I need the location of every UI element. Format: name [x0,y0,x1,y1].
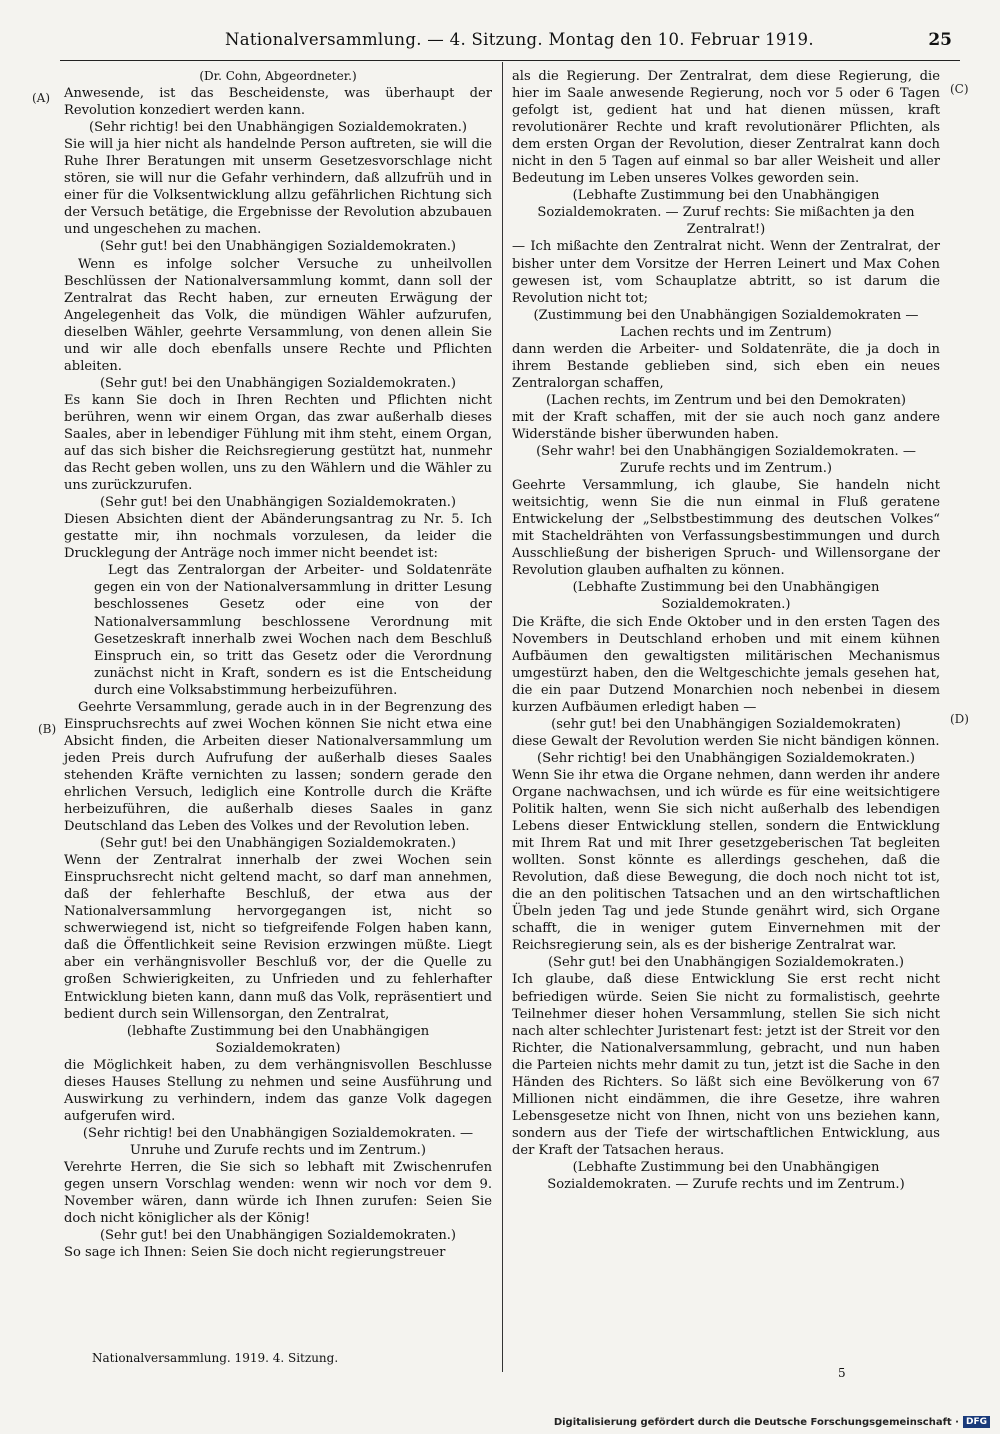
interjection: (Sehr gut! bei den Unabhängigen Sozialdemokraten.) [99,375,457,391]
interjection: (Sehr gut! bei den Unabhängigen Sozialdemokraten.) [99,495,457,511]
interjection: (lebhafte Zustimmung bei den Unabhängigen Sozialdemokraten) [126,1023,430,1056]
column-divider [502,62,503,1372]
speech-paragraph: Anwesende, ist das Bescheidenste, was überhaupt der Revolution konzediert werden kann. [64,86,492,119]
interjection: (Sehr gut! bei den Unabhängigen Sozialdemokraten.) [547,955,905,971]
speech-paragraph: Ich glaube, daß diese Entwicklung Sie erst recht nicht befriedigen würde. Seien Sie nicht zu formalistisch, geehrte Teilnehmer dieser hohen Versammlung, stellen Sie sich nicht nach alter schlechter Juristenart fest: jetzt ist der Streit vor den Richter, die Nationalversammlung, gebracht, und nun haben die Parteien nichts mehr damit zu tun, jetzt ist die Sache in den Händen des Richters. So läßt sich eine Bevölkerung von 67 Millionen nicht eindämmen, die ihre Gesetze, ihre wahren Lebensgesetze nicht von Ihnen, nicht von uns beziehen kann, sondern aus der Tiefe der wirtschaftlichen Entwicklung, aus der Kraft der Tatsachen heraus. [512,972,940,1158]
dfg-logo: DFG [963,1416,990,1428]
funding-text: Digitalisierung gefördert durch die Deutsche Forschungsgemeinschaft · [553,1416,959,1428]
speech-paragraph: Legt das Zentralorgan der Arbeiter- und Soldatenräte gegen ein von der Nationalversammlung in dritter Lesung beschlossenes Gesetz oder eine von der Nationalversammlung beschlossene Verordnung mit Gesetzeskraft innerhalb zwei Wochen nach dem Beschluß Einspruch ein, so tritt das Gesetz oder die Verordnung zunächst nicht in Kraft, sondern es ist die Entscheidung durch eine Volksabstimmung herbeizuführen. [94,563,492,698]
speech-paragraph: Sie will ja hier nicht als handelnde Person auftreten, sie will die Ruhe Ihrer Beratungen mit unserm Gesetzesvorschlage nicht stören, sie will nur die Gefahr verhindern, daß allzufrüh und in einer für die Volksentwicklung allzu gefährlichen Richtung sich der Versuch betätige, die Ergebnisse der Revolution abzubauen und ungeschehen zu machen. [64,137,492,238]
speech-paragraph: mit der Kraft schaffen, mit der sie auch noch ganz andere Widerstände bisher überwunden haben. [512,409,940,442]
margin-marker-d: (D) [950,712,969,726]
speech-paragraph: Geehrte Versammlung, gerade auch in in der Begrenzung des Einspruchsrechts auf zwei Wochen können Sie nicht etwa eine Absicht finden, die Arbeiten dieser Nationalversammlung um jeden Preis durch Aufrufung der außerhalb dieses Saales stehenden Kräfte vernichten zu lassen; sondern gerade den ehrlichen Versuch, lediglich eine Kontrolle durch die Kräfte herbeizuführen, die außerhalb dieses Saales in ganz Deutschland das Leben des Volkes und der Revolution leben. [64,699,492,835]
interjection: (Dr. Cohn, Abgeordneter.) [199,69,357,83]
speech-paragraph: diese Gewalt der Revolution werden Sie nicht bändigen können. [512,733,940,749]
speech-paragraph: Wenn der Zentralrat innerhalb der zwei Wochen sein Einspruchsrecht nicht geltend macht, so darf man annehmen, daß der fehlerhafte Beschluß, der etwa aus der Nationalversammlung hervorgegangen ist, nicht so schwerwiegend ist, nicht so tiefgreifende Folgen haben kann, daß die Öffentlichkeit seine Revision erzwingen müßte. Liegt aber ein verhängnisvoller Beschluß vor, der die Quelle zu großen Schwierigkeiten, zu Unfrieden und zu fehlerhafter Entwicklung bieten kann, dann muß das Volk, repräsentiert und bedient durch sein Willensorgan, den Zentralrat, [64,853,492,1022]
speech-paragraph: Geehrte Versammlung, ich glaube, Sie handeln nicht weitsichtig, wenn Sie die nun einmal in Fluß geratene Entwickelung der „Selbstbestimmung des deutschen Volkes“ mit Stacheldrähten von Verfassungsbestimmungen und durch Ausschließung der bisherigen Spruch- und Willensorgane der Revolution glauben aufhalten zu können. [512,478,940,579]
interjection: (Zustimmung bei den Unabhängigen Sozialdemokraten — Lachen rechts und im Zentrum) [533,307,919,340]
interjection: (Sehr gut! bei den Unabhängigen Sozialdemokraten.) [99,836,457,852]
left-text-column [64,68,492,1261]
margin-marker-b: (B) [38,722,57,736]
speech-paragraph: als die Regierung. Der Zentralrat, dem diese Regierung, die hier im Saale anwesende Regierung, noch vor 5 oder 6 Tagen gefolgt ist, gedient hat und hat dienen müssen, kraft revolutionärer Rechte und kraft revolutionärer Pflichten, als dem ersten Organ der Revolution, dieser Zentralrat kann doch nicht in den 5 Tagen auf einmal so bar aller Weisheit und aller Bedeutung im Leben unseres Volkes geworden sein. [512,69,940,187]
interjection: (sehr gut! bei den Unabhängigen Sozialdemokraten) [551,716,901,732]
interjection: (Lebhafte Zustimmung bei den Unabhängigen Sozialdemokraten. — Zurufe rechts und im Zentrum.) [547,1160,905,1193]
interjection: (Lebhafte Zustimmung bei den Unabhängigen Sozialdemokraten.) [572,580,880,613]
margin-marker-a: (A) [32,91,51,105]
speech-paragraph: Wenn Sie ihr etwa die Organe nehmen, dann werden ihr andere Organe nachwachsen, und ich würde es für eine weitsichtigere Politik halten, wenn Sie sich nicht außerhalb des lebendigen Lebens dieser Entwicklung stellen, sondern die Entwicklung mit Ihrem Rat und mit Ihrer gesetzgeberischen Tat begleiten wollten. Sonst könnte es allerdings geschehen, daß die Revolution, daß diese Bewegung, die doch noch nicht tot ist, die an den politischen Tatsachen und an den wirtschaftlichen Übeln jeden Tag und jede Stunde genährt wird, sich Organe schafft, die in weniger gutem Einvernehmen mit der Reichsregierung sein, als es der bisherige Zentralrat war. [512,767,940,954]
speech-paragraph: So sage ich Ihnen: Seien Sie doch nicht regierungstreuer [64,1245,446,1261]
speech-paragraph: die Möglichkeit haben, zu dem verhängnisvollen Beschlusse dieses Hauses Stellung zu nehmen und seine Ausführung und Auswirkung zu verhindern, indem das ganze Volk dagegen aufgerufen wird. [64,1057,492,1124]
page-header [60,30,960,61]
interjection: (Sehr gut! bei den Unabhängigen Sozialdemokraten.) [99,239,457,255]
interjection: (Sehr richtig! bei den Unabhängigen Sozialdemokraten.) [88,120,468,136]
page-number: 25 [928,30,952,50]
speech-paragraph: dann werden die Arbeiter- und Soldatenräte, die ja doch in ihrem Bestande geblieben sind, sich eben ein neues Zentralorgan schaffen, [512,341,940,391]
interjection: (Lachen rechts, im Zentrum und bei den Demokraten) [545,392,907,408]
speech-paragraph: Wenn es infolge solcher Versuche zu unheilvollen Beschlüssen der Nationalversammlung kommt, dann soll der Zentralrat das Recht haben, zur erneuten Erwägung der Angelegenheit das Volk, die mündigen Wähler aufzurufen, dieselben Wähler, geehrte Versammlung, von denen allein Sie und wir alle doch ebenfalls unsere Rechte und Pflichten ableiten. [64,256,492,374]
funding-note [554,1416,990,1428]
footer-source: Nationalversammlung. 1919. 4. Sitzung. [92,1351,339,1365]
margin-marker-c: (C) [950,82,969,96]
sheet-number: 5 [838,1366,846,1380]
interjection: (Sehr richtig! bei den Unabhängigen Sozialdemokraten. — Unruhe und Zurufe rechts und im Zentrum.) [82,1125,474,1158]
right-text-column [512,68,940,1193]
speech-paragraph: Die Kräfte, die sich Ende Oktober und in den ersten Tagen des Novembers in Deutschland erhoben und mit einem kühnen Aufbäumen den gewaltigsten militärischen Mechanismus umgestürzt haben, den die Weltgeschichte jemals gesehen hat, die ein paar Dutzend Monarchien noch nebenbei in diesem kurzen Aufbäumen erledigt haben — [512,614,940,715]
speech-paragraph: — Ich mißachte den Zentralrat nicht. Wenn der Zentralrat, der bisher unter dem Vorsitze der Herren Leinert und Max Cohen gewesen ist, vom Schauplatze abtritt, so ist darum die Revolution nicht tot; [512,239,940,306]
speech-paragraph: Es kann Sie doch in Ihren Rechten und Pflichten nicht berühren, wenn wir einem Organ, das zwar außerhalb dieses Saales, aber in lebendiger Fühlung mit ihm steht, einem Organ, auf das sich bisher die Reichsregierung gestützt hat, nunmehr das Recht geben wollen, uns zu den Wählern und die Wähler zu uns zurückzurufen. [64,392,492,494]
interjection: (Sehr wahr! bei den Unabhängigen Sozialdemokraten. — Zurufe rechts und im Zentrum.) [536,444,916,477]
interjection: (Lebhafte Zustimmung bei den Unabhängigen Sozialdemokraten. — Zuruf rechts: Sie mißachten ja den Zentralrat!) [537,188,915,238]
speech-paragraph: Verehrte Herren, die Sie sich so lebhaft mit Zwischenrufen gegen unsern Vorschlag wenden: wenn wir noch vor dem 9. November wären, dann würde ich Ihnen zurufen: Seien Sie doch nicht königlicher als der König! [64,1160,492,1227]
page-title: Nationalversammlung. — 4. Sitzung. Montag den 10. Februar 1919. [225,30,814,49]
speech-paragraph: Diesen Absichten dient der Abänderungsantrag zu Nr. 5. Ich gestatte mir, ihn nochmals vorzulesen, da leider die Drucklegung der Anträge noch immer nicht beendet ist: [64,512,492,562]
interjection: (Sehr richtig! bei den Unabhängigen Sozialdemokraten.) [536,750,916,766]
interjection: (Sehr gut! bei den Unabhängigen Sozialdemokraten.) [99,1228,457,1244]
